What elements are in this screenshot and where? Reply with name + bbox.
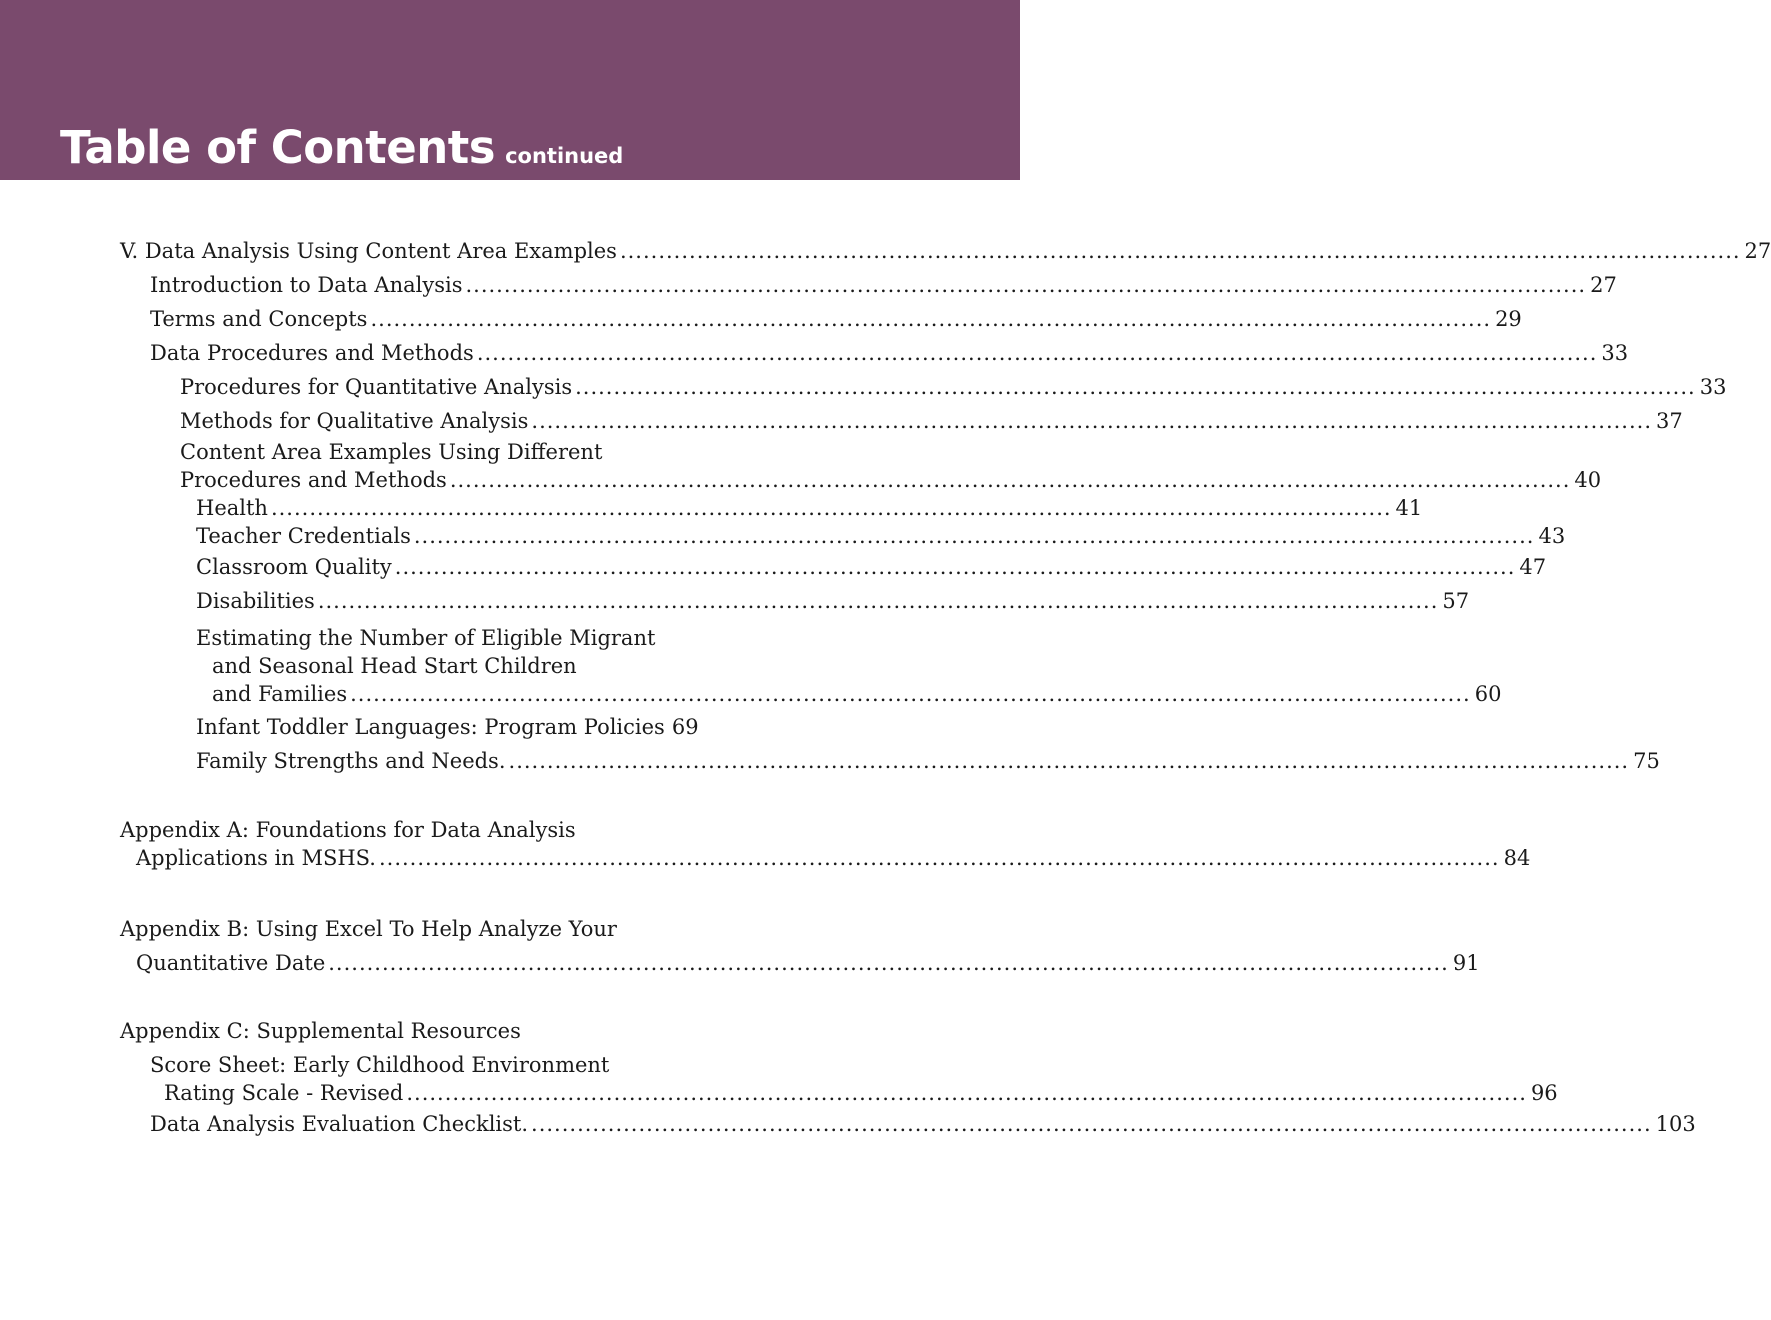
toc-leader: .................................................................................................................................................. bbox=[619, 239, 1741, 263]
toc-leader: .................................................................................................................................................. bbox=[406, 1081, 1527, 1105]
toc-entry-infant-toddler[interactable] bbox=[196, 710, 699, 744]
toc-leader: .................................................................................................................................................. bbox=[350, 682, 1471, 706]
toc-leader: .................................................................................................................................................. bbox=[449, 468, 1571, 492]
toc-leader: .................................................................................................................................................. bbox=[317, 589, 1439, 613]
toc-page-number: 33 bbox=[1699, 375, 1727, 399]
toc-leader: .................................................................................................................................................. bbox=[394, 555, 1516, 579]
toc-entry-appendix-a[interactable] bbox=[120, 816, 1531, 872]
toc-leader: .................................................................................................................................................. bbox=[531, 409, 1652, 433]
toc-leader: .................................................................................................................................................. bbox=[370, 307, 1492, 331]
toc-entry-quantitative[interactable] bbox=[180, 370, 1727, 404]
toc-leader: .................................................................................................................................................. bbox=[270, 496, 1392, 520]
toc-page-number: 40 bbox=[1574, 468, 1602, 492]
toc-entry-title: Infant Toddler Languages: Program Policies bbox=[196, 715, 665, 739]
toc-entry-title: V. Data Analysis Using Content Area Examples bbox=[120, 239, 617, 263]
toc-entry-title: Rating Scale - Revised bbox=[164, 1081, 404, 1105]
toc-entry-health[interactable] bbox=[196, 494, 1423, 522]
toc-page-number: 84 bbox=[1503, 846, 1531, 870]
toc-entry-disabilities[interactable] bbox=[196, 584, 1470, 618]
toc-page-number: 29 bbox=[1495, 307, 1522, 331]
section-spacer bbox=[120, 778, 667, 812]
toc-page-number: 47 bbox=[1519, 555, 1547, 579]
toc-entry-credentials[interactable] bbox=[196, 522, 1566, 550]
toc-page-number: 43 bbox=[1538, 524, 1566, 548]
toc-leader: .................................................................................................................................................. bbox=[378, 846, 1500, 870]
toc-entry-title: Introduction to Data Analysis bbox=[150, 273, 463, 297]
toc-entry-title: Disabilities bbox=[196, 589, 315, 613]
toc-entry-evaluation-checklist[interactable] bbox=[150, 1107, 1696, 1141]
toc-page-number: 60 bbox=[1474, 682, 1502, 706]
toc-entry-title: Applications in MSHS. bbox=[136, 846, 376, 870]
toc-entry-appendix-b[interactable] bbox=[120, 912, 1480, 980]
toc-entry-procedures[interactable] bbox=[150, 336, 1629, 370]
toc-page-number: 69 bbox=[671, 715, 699, 739]
toc-entry-title: and Families bbox=[212, 682, 348, 706]
toc-entry-title: Quantitative Date bbox=[136, 951, 326, 975]
toc-page-number: 27 bbox=[1744, 239, 1771, 263]
toc-entry-estimating[interactable] bbox=[196, 624, 1502, 708]
toc-leader: .................................................................................................................................................. bbox=[575, 375, 1696, 399]
toc-entry-title-line: Content Area Examples Using Different bbox=[180, 440, 603, 464]
toc-entry-qualitative[interactable] bbox=[180, 404, 1683, 438]
table-of-contents bbox=[120, 234, 1771, 1141]
toc-entry-title: Methods for Qualitative Analysis bbox=[180, 409, 529, 433]
toc-page-number: 91 bbox=[1452, 951, 1480, 975]
toc-entry-title-line: and Seasonal Head Start Children bbox=[212, 654, 577, 678]
toc-entry-title-line: Appendix A: Foundations for Data Analysis bbox=[120, 818, 576, 842]
toc-leader: .................................................................................................................................................. bbox=[413, 524, 1535, 548]
toc-leader: .................................................................................................................................................. bbox=[508, 749, 1630, 773]
toc-page-number: 41 bbox=[1395, 496, 1423, 520]
toc-entry-terms[interactable] bbox=[150, 302, 1522, 336]
toc-leader: .................................................................................................................................................. bbox=[328, 951, 1449, 975]
toc-page-number: 33 bbox=[1601, 341, 1629, 365]
toc-entry-title: Appendix C: Supplemental Resources bbox=[120, 1019, 521, 1043]
toc-entry-appendix-c[interactable] bbox=[120, 1014, 667, 1048]
toc-entry-classroom[interactable] bbox=[196, 550, 1547, 584]
toc-entry-title-line: Appendix B: Using Excel To Help Analyze Your bbox=[120, 917, 617, 941]
toc-entry-title-line: Estimating the Number of Eligible Migrant bbox=[196, 626, 656, 650]
toc-entry-title: Health bbox=[196, 496, 268, 520]
toc-leader: .................................................................................................................................................. bbox=[531, 1112, 1652, 1136]
toc-page-number: 57 bbox=[1442, 589, 1470, 613]
header-banner bbox=[0, 0, 1020, 180]
toc-entry-introduction[interactable] bbox=[150, 268, 1617, 302]
toc-entry-title: Terms and Concepts bbox=[150, 307, 368, 331]
toc-entry-score-sheet[interactable] bbox=[150, 1051, 1558, 1107]
toc-leader: .................................................................................................................................................. bbox=[476, 341, 1598, 365]
toc-page-number: 103 bbox=[1655, 1112, 1696, 1136]
toc-entry-title: Procedures and Methods bbox=[180, 468, 447, 492]
toc-entry-title: Procedures for Quantitative Analysis bbox=[180, 375, 573, 399]
toc-entry-title: Data Procedures and Methods bbox=[150, 341, 474, 365]
page-title-text: Table of Contents bbox=[60, 121, 496, 174]
page-title bbox=[60, 121, 623, 174]
toc-entry-content-area[interactable] bbox=[180, 438, 1602, 494]
toc-entry-title: Classroom Quality bbox=[196, 555, 392, 579]
toc-entry-title: Data Analysis Evaluation Checklist. bbox=[150, 1112, 529, 1136]
toc-entry-family-strengths[interactable] bbox=[196, 744, 1660, 778]
toc-page-number: 96 bbox=[1530, 1081, 1558, 1105]
toc-entry-section-v[interactable] bbox=[120, 234, 1771, 268]
toc-page-number: 37 bbox=[1656, 409, 1683, 433]
toc-entry-title-line: Score Sheet: Early Childhood Environment bbox=[150, 1053, 610, 1077]
toc-page-number: 75 bbox=[1633, 749, 1660, 773]
section-spacer bbox=[120, 872, 667, 906]
toc-page-number: 27 bbox=[1590, 273, 1617, 297]
toc-entry-title: Teacher Credentials bbox=[196, 524, 411, 548]
section-spacer bbox=[120, 980, 667, 1014]
page-subtitle: continued bbox=[505, 144, 624, 168]
toc-entry-title: Family Strengths and Needs. bbox=[196, 749, 506, 773]
toc-leader: .................................................................................................................................................. bbox=[465, 273, 1587, 297]
